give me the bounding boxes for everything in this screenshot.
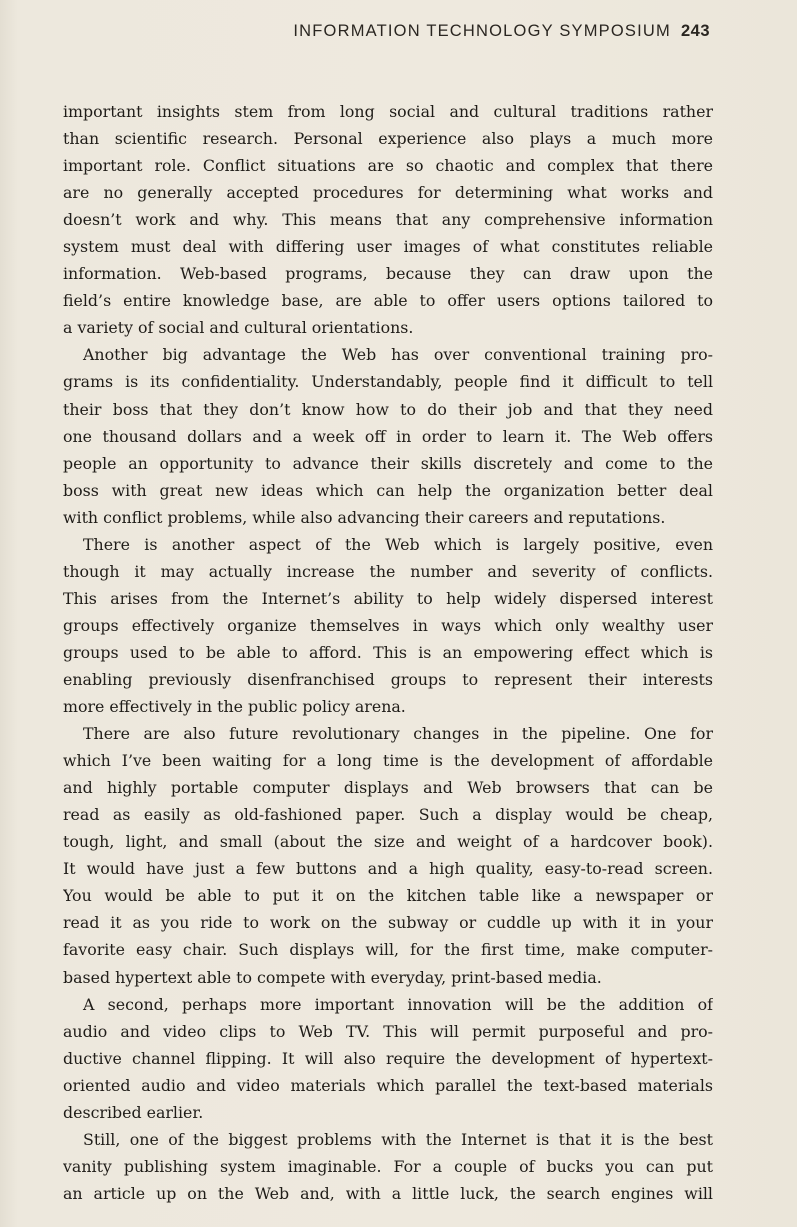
paragraph (63, 1126, 713, 1207)
text-line: information. Web-based programs, because they can draw upon the (63, 264, 713, 284)
text-line: are no generally accepted procedures for determining what works and (63, 183, 713, 203)
text-line: Still, one of the biggest problems with the Internet is that it is the best (83, 1129, 713, 1149)
text-line: boss with great new ideas which can help the organization better deal (63, 480, 713, 500)
text-line: There are also future revolutionary changes in the pipeline. One for (83, 724, 713, 744)
text-line: people an opportunity to advance their skills discretely and come to the (63, 453, 713, 473)
paragraph (63, 720, 713, 990)
paragraph (63, 531, 713, 720)
paragraph (63, 991, 713, 1126)
text-line: an article up on the Web and, with a little luck, the search engines will (63, 1183, 713, 1203)
text-line: more effectively in the public policy arena. (63, 697, 406, 717)
text-line: based hypertext able to compete with everyday, print-based media. (63, 967, 602, 987)
text-line: field’s entire knowledge base, are able to offer users options tailored to (63, 291, 713, 311)
paragraph (63, 98, 713, 341)
text-line: This arises from the Internet’s ability to help widely dispersed interest (63, 588, 713, 608)
text-line: which I’ve been waiting for a long time is the development of affordable (63, 751, 713, 771)
text-line: though it may actually increase the number and severity of conflicts. (63, 561, 713, 581)
text-line: groups effectively organize themselves in ways which only wealthy user (63, 615, 713, 635)
text-line: favorite easy chair. Such displays will, for the first time, make computer- (63, 940, 713, 960)
text-line: read it as you ride to work on the subway or cuddle up with it in your (63, 913, 713, 933)
text-line: audio and video clips to Web TV. This will permit purposeful and pro- (63, 1021, 713, 1041)
body-text (63, 98, 713, 1207)
text-line: than scientific research. Personal experience also plays a much more (63, 129, 713, 149)
text-line: system must deal with differing user images of what constitutes reliable (63, 237, 713, 257)
text-line: oriented audio and video materials which parallel the text-based materials (63, 1075, 713, 1095)
text-line: with conflict problems, while also advancing their careers and reputations. (63, 507, 666, 527)
text-line: and highly portable computer displays and Web browsers that can be (63, 778, 713, 798)
text-line: You would be able to put it on the kitchen table like a newspaper or (63, 886, 713, 906)
text-line: tough, light, and small (about the size and weight of a hardcover book). (63, 832, 713, 852)
text-line: important role. Conflict situations are so chaotic and complex that there (63, 156, 713, 176)
text-line: A second, perhaps more important innovation will be the addition of (83, 994, 713, 1014)
text-line: grams is its confidentiality. Understandably, people find it difficult to tell (63, 372, 713, 392)
text-line: ductive channel flipping. It will also require the development of hypertext- (63, 1048, 713, 1068)
text-line: Another big advantage the Web has over conventional training pro- (83, 345, 713, 365)
running-head (60, 22, 710, 41)
text-line: their boss that they don’t know how to do their job and that they need (63, 399, 713, 419)
text-line: read as easily as old-fashioned paper. Such a display would be cheap, (63, 805, 713, 825)
text-line: vanity publishing system imaginable. For a couple of bucks you can put (63, 1156, 713, 1176)
text-line: important insights stem from long social and cultural traditions rather (63, 102, 713, 121)
page-number: 243 (680, 22, 710, 40)
running-title: INFORMATION TECHNOLOGY SYMPOSIUM (293, 22, 671, 40)
text-line: There is another aspect of the Web which is largely positive, even (83, 534, 713, 554)
paragraph (63, 341, 713, 530)
text-line: one thousand dollars and a week off in order to learn it. The Web offers (63, 426, 713, 446)
text-line: groups used to be able to afford. This is an empowering effect which is (63, 642, 713, 662)
text-line: enabling previously disenfranchised groups to represent their interests (63, 669, 713, 689)
text-line: described earlier. (63, 1102, 204, 1122)
text-line: doesn’t work and why. This means that any comprehensive information (63, 210, 713, 230)
text-line: It would have just a few buttons and a high quality, easy-to-read screen. (63, 859, 713, 879)
text-line: a variety of social and cultural orientations. (63, 318, 414, 338)
